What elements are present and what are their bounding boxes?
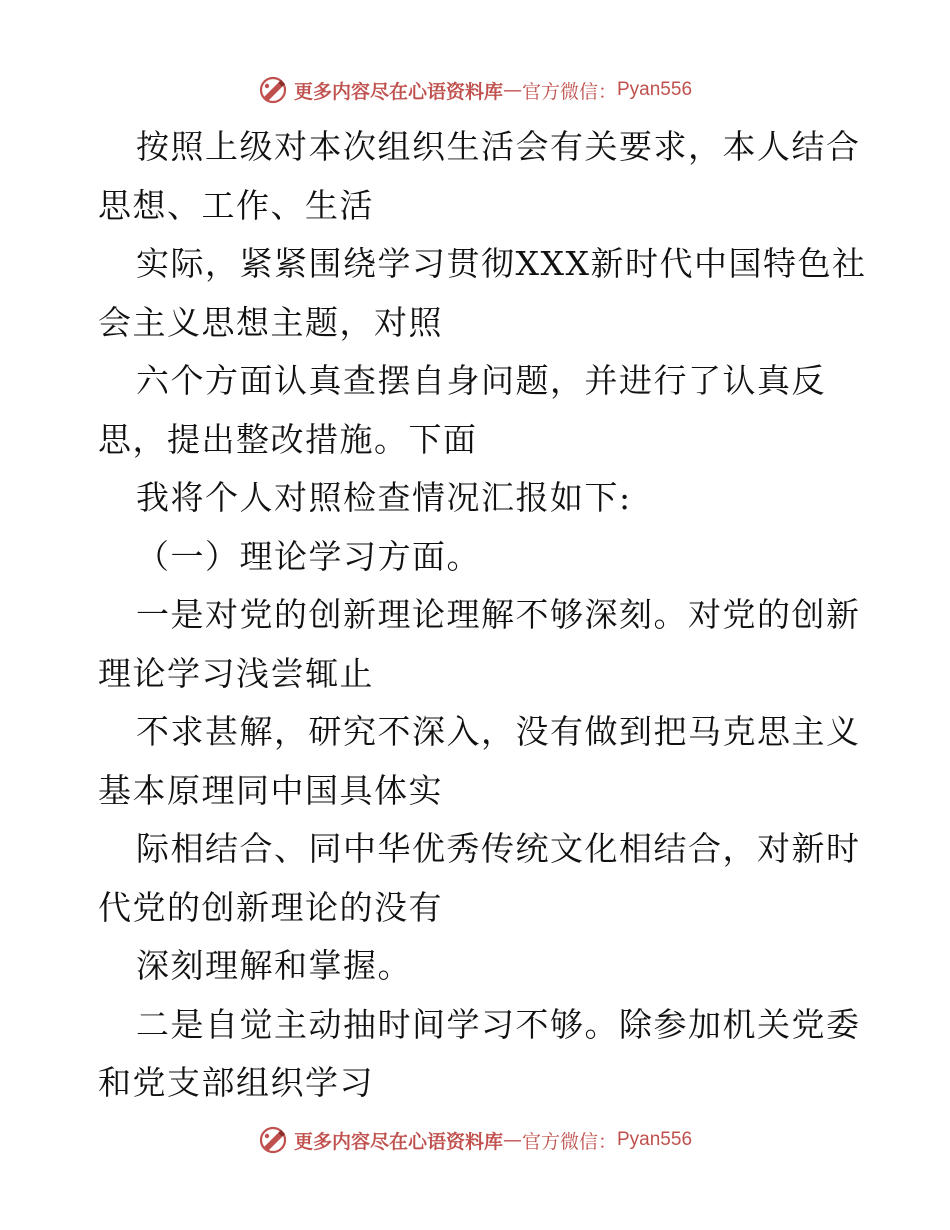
paragraph-line: 思，提出整改措施。下面 <box>98 419 478 459</box>
paragraph-line: 深刻理解和掌握。 <box>136 946 412 985</box>
paragraph-line: 六个方面认真查摆自身问题，并进行了认真反 <box>136 361 826 400</box>
paragraph-line: 基本原理同中国具体实 <box>98 770 443 810</box>
banner-account-id: Pyan556 <box>617 1129 693 1150</box>
banner-official-label: 官方微信： <box>521 1130 617 1153</box>
banner-dash: — <box>502 1129 522 1151</box>
footer-banner <box>0 1120 950 1160</box>
brand-logo-icon <box>258 1125 288 1155</box>
brand-logo-icon <box>258 75 288 105</box>
paragraph-line: 际相结合、同中华优秀传统文化相结合，对新时 <box>136 829 861 868</box>
paragraph-line: 理论学习浅尝辄止 <box>98 653 374 693</box>
paragraph-line: 实际，紧紧围绕学习贯彻XXX新时代中国特色社 <box>136 244 867 283</box>
paragraph-line: 一是对党的创新理论理解不够深刻。对党的创新 <box>136 595 861 634</box>
paragraph-line: 不求甚解，研究不深入，没有做到把马克思主义 <box>136 712 861 751</box>
paragraph-line: （一）理论学习方面。 <box>136 536 481 576</box>
paragraph-line: 和党支部组织学习 <box>98 1063 374 1102</box>
document-body <box>98 118 867 1113</box>
paragraph-line: 思想、工作、生活 <box>98 185 374 225</box>
banner-main-text: 更多内容尽在心语资料库 <box>293 1130 503 1153</box>
banner-main-text: 更多内容尽在心语资料库 <box>293 80 503 103</box>
banner-dash: — <box>502 79 522 101</box>
paragraph-line: 代党的创新理论的没有 <box>98 887 443 927</box>
header-banner <box>0 70 950 110</box>
banner-official-label: 官方微信： <box>521 80 617 103</box>
paragraph-line: 二是自觉主动抽时间学习不够。除参加机关党委 <box>136 1004 861 1044</box>
paragraph-line: 按照上级对本次组织生活会有关要求，本人结合 <box>136 127 861 166</box>
banner-account-id: Pyan556 <box>617 79 693 100</box>
paragraph-line: 会主义思想主题，对照 <box>98 302 443 342</box>
paragraph-line: 我将个人对照检查情况汇报如下: <box>136 478 632 517</box>
